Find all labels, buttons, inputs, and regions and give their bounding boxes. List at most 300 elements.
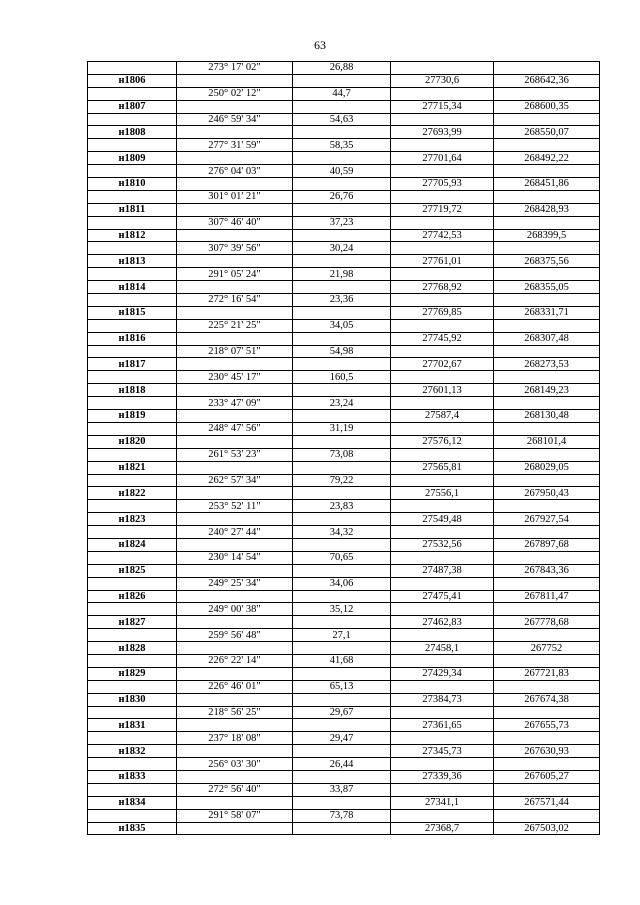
x-coordinate-cell: 27715,34	[391, 100, 494, 113]
direction-angle-cell	[177, 822, 293, 835]
point-cell: н1826	[88, 590, 177, 603]
direction-angle-cell	[177, 538, 293, 551]
x-coordinate-cell: 27345,73	[391, 745, 494, 758]
distance-cell: 54,98	[293, 345, 391, 358]
x-coordinate-cell	[391, 603, 494, 616]
table-row	[88, 796, 600, 809]
direction-angle-cell	[177, 410, 293, 423]
point-cell	[88, 268, 177, 281]
table-row	[88, 410, 600, 423]
distance-cell	[293, 229, 391, 242]
y-coordinate-cell: 267811,47	[494, 590, 600, 603]
y-coordinate-cell	[494, 371, 600, 384]
direction-angle-cell	[177, 487, 293, 500]
direction-angle-cell	[177, 203, 293, 216]
x-coordinate-cell: 27368,7	[391, 822, 494, 835]
distance-cell	[293, 719, 391, 732]
y-coordinate-cell	[494, 397, 600, 410]
distance-cell	[293, 332, 391, 345]
y-coordinate-cell: 267752	[494, 642, 600, 655]
point-cell: н1807	[88, 100, 177, 113]
direction-angle-cell	[177, 332, 293, 345]
table-row	[88, 255, 600, 268]
table-row	[88, 577, 600, 590]
table-row	[88, 770, 600, 783]
table-row	[88, 190, 600, 203]
x-coordinate-cell: 27462,83	[391, 616, 494, 629]
distance-cell	[293, 461, 391, 474]
x-coordinate-cell: 27339,36	[391, 770, 494, 783]
distance-cell: 73,78	[293, 809, 391, 822]
y-coordinate-cell: 267843,36	[494, 564, 600, 577]
point-cell	[88, 397, 177, 410]
x-coordinate-cell	[391, 654, 494, 667]
y-coordinate-cell	[494, 448, 600, 461]
table-row	[88, 474, 600, 487]
distance-cell: 40,59	[293, 165, 391, 178]
y-coordinate-cell	[494, 551, 600, 564]
point-cell: н1812	[88, 229, 177, 242]
x-coordinate-cell	[391, 809, 494, 822]
table-row	[88, 500, 600, 513]
direction-angle-cell	[177, 306, 293, 319]
y-coordinate-cell	[494, 654, 600, 667]
distance-cell	[293, 487, 391, 500]
point-cell	[88, 62, 177, 75]
point-cell: н1827	[88, 616, 177, 629]
direction-angle-cell: 253° 52' 11"	[177, 500, 293, 513]
y-coordinate-cell	[494, 809, 600, 822]
y-coordinate-cell: 267503,02	[494, 822, 600, 835]
y-coordinate-cell: 267630,93	[494, 745, 600, 758]
table-row	[88, 603, 600, 616]
y-coordinate-cell: 268550,07	[494, 126, 600, 139]
table-row	[88, 706, 600, 719]
distance-cell	[293, 796, 391, 809]
y-coordinate-cell: 268331,71	[494, 306, 600, 319]
y-coordinate-cell	[494, 165, 600, 178]
point-cell	[88, 809, 177, 822]
distance-cell: 26,88	[293, 62, 391, 75]
distance-cell: 23,24	[293, 397, 391, 410]
y-coordinate-cell	[494, 113, 600, 126]
x-coordinate-cell: 27702,67	[391, 358, 494, 371]
x-coordinate-cell: 27556,1	[391, 487, 494, 500]
distance-cell	[293, 126, 391, 139]
distance-cell	[293, 642, 391, 655]
distance-cell: 160,5	[293, 371, 391, 384]
direction-angle-cell: 301° 01' 21"	[177, 190, 293, 203]
direction-angle-cell: 277° 31' 59"	[177, 139, 293, 152]
point-cell: н1830	[88, 693, 177, 706]
distance-cell	[293, 745, 391, 758]
y-coordinate-cell: 268130,48	[494, 410, 600, 423]
distance-cell: 29,67	[293, 706, 391, 719]
point-cell	[88, 242, 177, 255]
page-number: 63	[314, 38, 326, 52]
y-coordinate-cell	[494, 345, 600, 358]
table-row	[88, 319, 600, 332]
y-coordinate-cell	[494, 474, 600, 487]
direction-angle-cell: 230° 45' 17"	[177, 371, 293, 384]
distance-cell: 65,13	[293, 680, 391, 693]
point-cell: н1823	[88, 513, 177, 526]
y-coordinate-cell: 268600,35	[494, 100, 600, 113]
point-cell	[88, 706, 177, 719]
distance-cell	[293, 74, 391, 87]
direction-angle-cell	[177, 178, 293, 191]
point-cell: н1817	[88, 358, 177, 371]
point-cell	[88, 551, 177, 564]
table-row	[88, 74, 600, 87]
distance-cell: 30,24	[293, 242, 391, 255]
point-cell	[88, 190, 177, 203]
direction-angle-cell: 233° 47' 09"	[177, 397, 293, 410]
table-row	[88, 62, 600, 75]
x-coordinate-cell: 27475,41	[391, 590, 494, 603]
direction-angle-cell: 225° 21' 25"	[177, 319, 293, 332]
distance-cell	[293, 564, 391, 577]
y-coordinate-cell: 267927,54	[494, 513, 600, 526]
y-coordinate-cell: 268307,48	[494, 332, 600, 345]
direction-angle-cell: 307° 39' 56"	[177, 242, 293, 255]
x-coordinate-cell	[391, 551, 494, 564]
direction-angle-cell	[177, 745, 293, 758]
direction-angle-cell: 262° 57' 34"	[177, 474, 293, 487]
y-coordinate-cell: 267950,43	[494, 487, 600, 500]
direction-angle-cell: 240° 27' 44"	[177, 526, 293, 539]
x-coordinate-cell	[391, 242, 494, 255]
x-coordinate-cell: 27532,56	[391, 538, 494, 551]
y-coordinate-cell: 267897,68	[494, 538, 600, 551]
distance-cell: 58,35	[293, 139, 391, 152]
y-coordinate-cell: 267655,73	[494, 719, 600, 732]
direction-angle-cell: 249° 00' 38"	[177, 603, 293, 616]
direction-angle-cell	[177, 693, 293, 706]
direction-angle-cell: 218° 56' 25"	[177, 706, 293, 719]
direction-angle-cell	[177, 126, 293, 139]
table-row	[88, 397, 600, 410]
direction-angle-cell: 250° 02' 12"	[177, 87, 293, 100]
point-cell	[88, 500, 177, 513]
table-row	[88, 590, 600, 603]
point-cell: н1819	[88, 410, 177, 423]
distance-cell	[293, 616, 391, 629]
distance-cell	[293, 306, 391, 319]
distance-cell: 34,32	[293, 526, 391, 539]
x-coordinate-cell: 27487,38	[391, 564, 494, 577]
coordinates-table	[87, 61, 600, 835]
x-coordinate-cell	[391, 113, 494, 126]
distance-cell: 23,36	[293, 294, 391, 307]
y-coordinate-cell	[494, 62, 600, 75]
point-cell	[88, 603, 177, 616]
point-cell: н1810	[88, 178, 177, 191]
x-coordinate-cell	[391, 526, 494, 539]
direction-angle-cell	[177, 100, 293, 113]
y-coordinate-cell	[494, 139, 600, 152]
table-row	[88, 551, 600, 564]
point-cell: н1822	[88, 487, 177, 500]
x-coordinate-cell: 27429,34	[391, 667, 494, 680]
y-coordinate-cell: 267674,38	[494, 693, 600, 706]
direction-angle-cell	[177, 564, 293, 577]
distance-cell	[293, 358, 391, 371]
direction-angle-cell	[177, 590, 293, 603]
distance-cell: 41,68	[293, 654, 391, 667]
distance-cell	[293, 693, 391, 706]
y-coordinate-cell	[494, 603, 600, 616]
y-coordinate-cell: 268642,36	[494, 74, 600, 87]
table-row	[88, 435, 600, 448]
x-coordinate-cell	[391, 87, 494, 100]
point-cell: н1808	[88, 126, 177, 139]
table-row	[88, 152, 600, 165]
table-row	[88, 654, 600, 667]
table-row	[88, 448, 600, 461]
point-cell	[88, 654, 177, 667]
x-coordinate-cell	[391, 758, 494, 771]
point-cell	[88, 319, 177, 332]
point-cell: н1806	[88, 74, 177, 87]
x-coordinate-cell	[391, 216, 494, 229]
y-coordinate-cell	[494, 216, 600, 229]
y-coordinate-cell	[494, 319, 600, 332]
y-coordinate-cell: 268375,56	[494, 255, 600, 268]
point-cell: н1828	[88, 642, 177, 655]
distance-cell: 21,98	[293, 268, 391, 281]
x-coordinate-cell	[391, 422, 494, 435]
point-cell: н1815	[88, 306, 177, 319]
x-coordinate-cell	[391, 706, 494, 719]
direction-angle-cell: 218° 07' 51"	[177, 345, 293, 358]
distance-cell	[293, 178, 391, 191]
table-row	[88, 384, 600, 397]
table-row	[88, 281, 600, 294]
distance-cell	[293, 590, 391, 603]
x-coordinate-cell	[391, 577, 494, 590]
table-row	[88, 513, 600, 526]
distance-cell: 37,23	[293, 216, 391, 229]
x-coordinate-cell	[391, 165, 494, 178]
x-coordinate-cell	[391, 474, 494, 487]
point-cell: н1816	[88, 332, 177, 345]
distance-cell: 26,76	[293, 190, 391, 203]
x-coordinate-cell	[391, 732, 494, 745]
x-coordinate-cell: 27458,1	[391, 642, 494, 655]
distance-cell: 31,19	[293, 422, 391, 435]
x-coordinate-cell	[391, 783, 494, 796]
point-cell	[88, 448, 177, 461]
point-cell: н1835	[88, 822, 177, 835]
point-cell	[88, 113, 177, 126]
direction-angle-cell: 246° 59' 34"	[177, 113, 293, 126]
y-coordinate-cell	[494, 577, 600, 590]
y-coordinate-cell: 267721,83	[494, 667, 600, 680]
x-coordinate-cell: 27730,6	[391, 74, 494, 87]
point-cell	[88, 680, 177, 693]
direction-angle-cell	[177, 152, 293, 165]
table-row	[88, 719, 600, 732]
table-row	[88, 538, 600, 551]
y-coordinate-cell: 267778,68	[494, 616, 600, 629]
point-cell	[88, 422, 177, 435]
distance-cell: 70,65	[293, 551, 391, 564]
point-cell: н1821	[88, 461, 177, 474]
direction-angle-cell: 237° 18' 08"	[177, 732, 293, 745]
distance-cell: 27,1	[293, 629, 391, 642]
x-coordinate-cell: 27769,85	[391, 306, 494, 319]
x-coordinate-cell: 27601,13	[391, 384, 494, 397]
x-coordinate-cell	[391, 345, 494, 358]
x-coordinate-cell: 27693,99	[391, 126, 494, 139]
point-cell: н1820	[88, 435, 177, 448]
direction-angle-cell	[177, 667, 293, 680]
direction-angle-cell	[177, 719, 293, 732]
y-coordinate-cell: 267605,27	[494, 770, 600, 783]
distance-cell	[293, 384, 391, 397]
point-cell: н1829	[88, 667, 177, 680]
direction-angle-cell: 256° 03' 30"	[177, 758, 293, 771]
x-coordinate-cell: 27719,72	[391, 203, 494, 216]
table-row	[88, 268, 600, 281]
table-row	[88, 306, 600, 319]
point-cell: н1809	[88, 152, 177, 165]
x-coordinate-cell	[391, 294, 494, 307]
point-cell	[88, 629, 177, 642]
direction-angle-cell: 230° 14' 54"	[177, 551, 293, 564]
x-coordinate-cell: 27576,12	[391, 435, 494, 448]
x-coordinate-cell	[391, 448, 494, 461]
table-row	[88, 758, 600, 771]
distance-cell: 23,83	[293, 500, 391, 513]
table-row	[88, 642, 600, 655]
table-row	[88, 732, 600, 745]
direction-angle-cell: 272° 56' 40"	[177, 783, 293, 796]
y-coordinate-cell: 268273,53	[494, 358, 600, 371]
y-coordinate-cell: 268451,86	[494, 178, 600, 191]
point-cell: н1824	[88, 538, 177, 551]
distance-cell	[293, 667, 391, 680]
table-row	[88, 332, 600, 345]
y-coordinate-cell	[494, 526, 600, 539]
point-cell	[88, 526, 177, 539]
x-coordinate-cell: 27701,64	[391, 152, 494, 165]
point-cell: н1814	[88, 281, 177, 294]
distance-cell	[293, 538, 391, 551]
y-coordinate-cell	[494, 783, 600, 796]
direction-angle-cell: 307° 46' 40"	[177, 216, 293, 229]
table-row	[88, 165, 600, 178]
x-coordinate-cell: 27742,53	[391, 229, 494, 242]
point-cell: н1833	[88, 770, 177, 783]
table-row	[88, 809, 600, 822]
x-coordinate-cell: 27705,93	[391, 178, 494, 191]
point-cell	[88, 345, 177, 358]
point-cell	[88, 732, 177, 745]
table-row	[88, 87, 600, 100]
direction-angle-cell: 291° 58' 07"	[177, 809, 293, 822]
x-coordinate-cell	[391, 139, 494, 152]
point-cell	[88, 371, 177, 384]
point-cell: н1832	[88, 745, 177, 758]
point-cell	[88, 474, 177, 487]
distance-cell: 33,87	[293, 783, 391, 796]
table-row	[88, 229, 600, 242]
table-row	[88, 113, 600, 126]
y-coordinate-cell: 268029,05	[494, 461, 600, 474]
x-coordinate-cell	[391, 397, 494, 410]
table-row	[88, 680, 600, 693]
x-coordinate-cell	[391, 629, 494, 642]
point-cell: н1811	[88, 203, 177, 216]
table-row	[88, 526, 600, 539]
distance-cell	[293, 513, 391, 526]
y-coordinate-cell	[494, 87, 600, 100]
direction-angle-cell	[177, 384, 293, 397]
table-row	[88, 139, 600, 152]
table-row	[88, 487, 600, 500]
point-cell	[88, 758, 177, 771]
table-row	[88, 422, 600, 435]
point-cell	[88, 216, 177, 229]
distance-cell: 34,05	[293, 319, 391, 332]
direction-angle-cell	[177, 229, 293, 242]
table-row	[88, 745, 600, 758]
x-coordinate-cell	[391, 319, 494, 332]
direction-angle-cell: 259° 56' 48"	[177, 629, 293, 642]
y-coordinate-cell	[494, 706, 600, 719]
direction-angle-cell: 272° 16' 54"	[177, 294, 293, 307]
x-coordinate-cell: 27768,92	[391, 281, 494, 294]
point-cell	[88, 87, 177, 100]
table-row	[88, 358, 600, 371]
y-coordinate-cell	[494, 190, 600, 203]
direction-angle-cell: 226° 46' 01"	[177, 680, 293, 693]
x-coordinate-cell: 27587,4	[391, 410, 494, 423]
point-cell	[88, 783, 177, 796]
x-coordinate-cell: 27565,81	[391, 461, 494, 474]
table-row	[88, 667, 600, 680]
direction-angle-cell	[177, 358, 293, 371]
x-coordinate-cell: 27384,73	[391, 693, 494, 706]
distance-cell	[293, 100, 391, 113]
direction-angle-cell	[177, 616, 293, 629]
point-cell: н1813	[88, 255, 177, 268]
direction-angle-cell	[177, 435, 293, 448]
x-coordinate-cell	[391, 680, 494, 693]
table-row	[88, 616, 600, 629]
distance-cell	[293, 152, 391, 165]
coordinates-table-body	[88, 62, 600, 835]
distance-cell: 35,12	[293, 603, 391, 616]
distance-cell	[293, 410, 391, 423]
distance-cell	[293, 822, 391, 835]
table-row	[88, 461, 600, 474]
y-coordinate-cell	[494, 294, 600, 307]
direction-angle-cell: 248° 47' 56"	[177, 422, 293, 435]
distance-cell	[293, 255, 391, 268]
table-row	[88, 822, 600, 835]
y-coordinate-cell: 267571,44	[494, 796, 600, 809]
table-row	[88, 242, 600, 255]
x-coordinate-cell	[391, 190, 494, 203]
point-cell: н1825	[88, 564, 177, 577]
distance-cell: 34,06	[293, 577, 391, 590]
table-row	[88, 216, 600, 229]
table-row	[88, 564, 600, 577]
y-coordinate-cell: 268399,5	[494, 229, 600, 242]
